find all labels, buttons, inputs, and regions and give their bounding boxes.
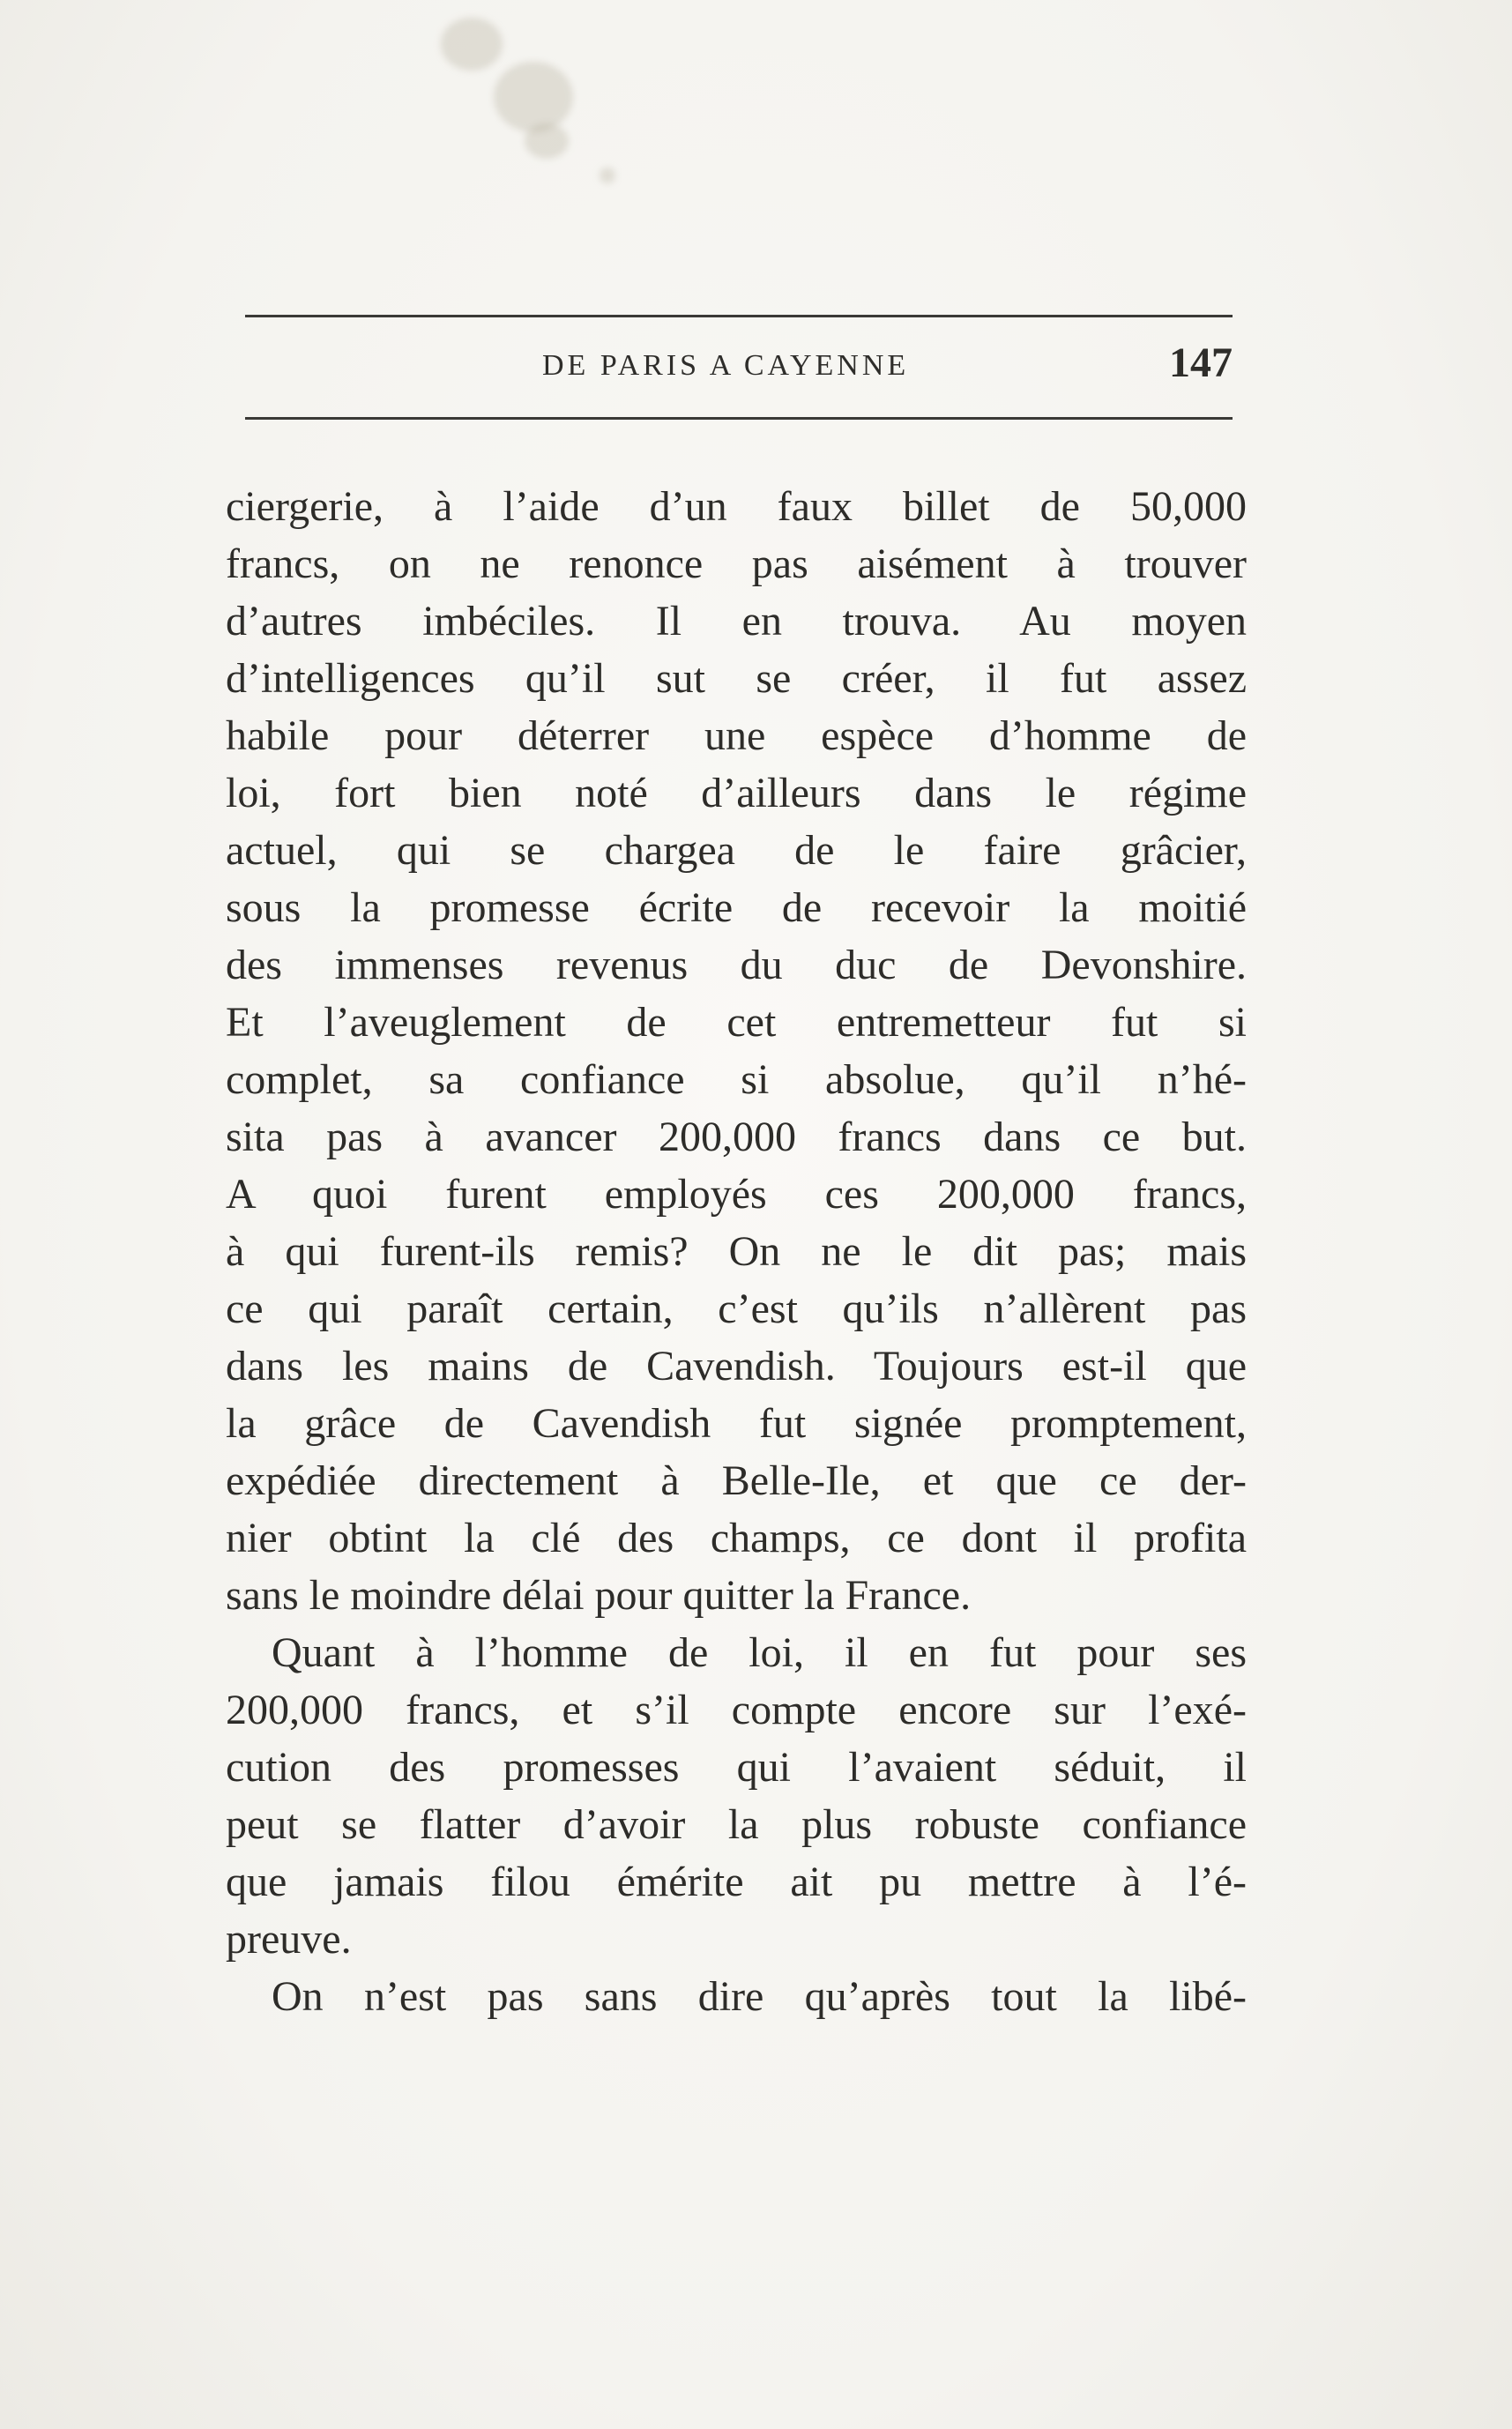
running-title: DE PARIS A CAYENNE [542,349,910,382]
header-top-rule [245,315,1233,317]
text-line: francs, on ne renonce pas aisément à trouver [226,540,1247,587]
paragraph-first-line: On n’est pas sans dire qu’après tout la libé- [272,1973,1247,2020]
paragraph-last-line: preuve. [226,1916,352,1963]
text-line: actuel, qui se chargea de le faire grâcier, [226,827,1247,874]
paragraph-last-line: sans le moindre délai pour quitter la France. [226,1572,972,1619]
text-line: loi, fort bien noté d’ailleurs dans le régime [226,770,1247,816]
text-line: nier obtint la clé des champs, ce dont il profita [226,1515,1247,1561]
text-line: dans les mains de Cavendish. Toujours est-il que [226,1343,1247,1390]
text-line: la grâce de Cavendish fut signée promptement, [226,1400,1247,1447]
paper-stain [494,62,573,132]
text-line: ce qui paraît certain, c’est qu’ils n’allèrent pas [226,1285,1247,1332]
text-line: ciergerie, à l’aide d’un faux billet de 50,000 [226,483,1247,530]
text-line: complet, sa confiance si absolue, qu’il n’hé- [226,1056,1247,1103]
text-line: d’intelligences qu’il sut se créer, il fut assez [226,655,1247,702]
text-line: à qui furent-ils remis? On ne le dit pas; mais [226,1228,1247,1275]
text-line: expédiée directement à Belle-Ile, et que ce der- [226,1457,1247,1504]
text-line: A quoi furent employés ces 200,000 francs, [226,1171,1247,1218]
text-line: sita pas à avancer 200,000 francs dans ce but. [226,1114,1247,1160]
header-bottom-rule [245,417,1233,420]
body-text [226,478,1247,2025]
text-line: habile pour déterrer une espèce d’homme de [226,712,1247,759]
paper-stain [441,18,503,71]
paper-stain [525,123,569,159]
paragraph-first-line: Quant à l’homme de loi, il en fut pour ses [272,1629,1247,1676]
text-line: d’autres imbéciles. Il en trouva. Au moyen [226,598,1247,645]
text-line: peut se flatter d’avoir la plus robuste confiance [226,1801,1247,1848]
paper-stain [600,168,615,183]
text-line: des immenses revenus du duc de Devonshire. [226,942,1247,988]
running-header [245,335,1233,397]
text-line: sous la promesse écrite de recevoir la moitié [226,884,1247,931]
page-number: 147 [1169,339,1233,386]
text-line: 200,000 francs, et s’il compte encore sur l’exé- [226,1687,1247,1733]
text-line: Et l’aveuglement de cet entremetteur fut si [226,999,1247,1046]
text-line: que jamais filou émérite ait pu mettre à l’é- [226,1859,1247,1905]
text-line: cution des promesses qui l’avaient séduit, il [226,1744,1247,1791]
